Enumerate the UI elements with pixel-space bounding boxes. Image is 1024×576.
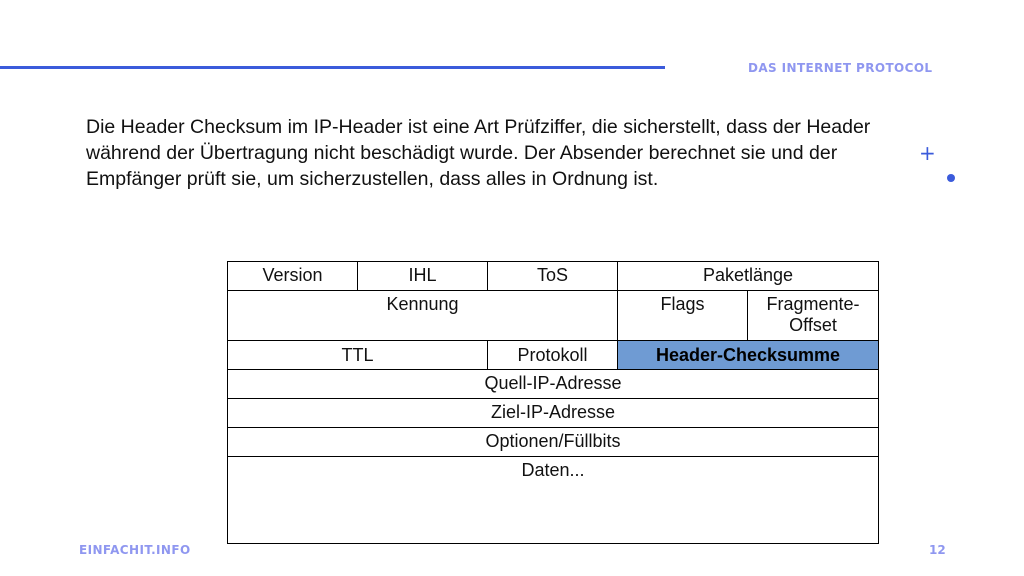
field-flags: Flags	[618, 291, 748, 341]
field-daten: Daten...	[228, 457, 879, 544]
field-ihl: IHL	[358, 262, 488, 291]
field-protokoll: Protokoll	[488, 341, 618, 370]
field-paketlaenge: Paketlänge	[618, 262, 879, 291]
body-paragraph: Die Header Checksum im IP-Header ist eine Art Prüfziffer, die sicherstellt, dass der Header während der Übertragung nicht beschädigt wurde. Der Absender berechnet sie und der Empfänger prüft sie, um sicherzustellen, dass alles in Ordnung ist.	[86, 116, 871, 190]
field-ziel-ip: Ziel-IP-Adresse	[228, 399, 879, 428]
page-number: 12	[929, 543, 946, 557]
field-quell-ip: Quell-IP-Adresse	[228, 370, 879, 399]
table-row	[228, 370, 879, 399]
table-row	[228, 341, 879, 370]
plus-icon: +	[919, 141, 936, 165]
dot-icon	[947, 174, 955, 182]
field-header-checksumme: Header-Checksumme	[618, 341, 879, 370]
field-version: Version	[228, 262, 358, 291]
field-fragment-offset: Fragmente-Offset	[748, 291, 879, 341]
footer-brand: EINFACHIT.INFO	[79, 543, 191, 557]
section-label: DAS INTERNET PROTOCOL	[748, 61, 933, 75]
field-kennung: Kennung	[228, 291, 618, 341]
field-optionen: Optionen/Füllbits	[228, 428, 879, 457]
table-row	[228, 457, 879, 544]
table-row	[228, 291, 879, 341]
top-divider-line	[0, 66, 665, 69]
field-ttl: TTL	[228, 341, 488, 370]
field-tos: ToS	[488, 262, 618, 291]
ip-header-table	[227, 261, 879, 544]
table-row	[228, 262, 879, 291]
table-row	[228, 399, 879, 428]
table-row	[228, 428, 879, 457]
